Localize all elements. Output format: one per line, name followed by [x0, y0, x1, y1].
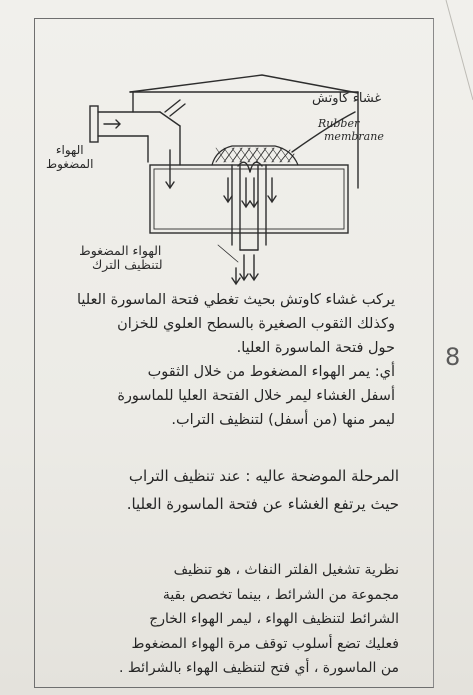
- paragraph-membrane-description: [77, 288, 395, 360]
- text-line: مجموعة من الشرائط ، بينما تخصص بقية: [162, 586, 399, 603]
- compressed-air-inlet-label: الهواء المضغوط: [46, 143, 94, 171]
- tank-body: [150, 165, 348, 233]
- text-line: الشرائط لتنظيف الهواء ، ليمر الهواء الخارج: [149, 611, 399, 627]
- text-line: من الماسورة ، أي فتح لتنظيف الهواء بالشرائط .: [118, 660, 399, 676]
- text-line: فعليك تضع أسلوب توقف مرة الهواء المضغوط: [131, 635, 399, 652]
- compressed-air-cleaning-label: الهواء المضغوط لتنظيف الترك: [79, 243, 163, 273]
- inlet-flange: [90, 106, 98, 142]
- text-line: أسفل الغشاء ليمر خلال الفتحة العليا للماسورة: [117, 388, 395, 404]
- text-line: حول فتحة الماسورة العليا.: [236, 340, 395, 356]
- paragraph-jet-filter-theory: [119, 558, 399, 681]
- paragraph-air-flow: [117, 360, 395, 432]
- text-line: ليمر منها (من أسفل) لتنظيف التراب.: [171, 412, 395, 428]
- text-line: وكذلك الثقوب الصغيرة بالسطح العلوي للخزان: [117, 316, 395, 332]
- text-line: نظرية تشغيل الفلتر النفاث ، هو تنظيف: [173, 562, 399, 578]
- margin-page-number: 8: [445, 343, 461, 371]
- paragraph-stage-explanation: [127, 462, 399, 518]
- text-line: المرحلة الموضحة عاليه : عند تنظيف التراب: [128, 467, 399, 485]
- text-line: حيث يرتفع الغشاء عن فتحة الماسورة العليا.: [126, 495, 399, 513]
- rubber-membrane-label-en: Rubber membrane: [318, 117, 384, 143]
- text-line: أي: يمر الهواء المضغوط من خلال الثقوب: [147, 364, 395, 380]
- rubber-membrane-label-ar: غشاء كاوتش: [312, 91, 382, 106]
- text-line: يركب غشاء كاوتش بحيث تغطي فتحة الماسورة العليا: [76, 292, 395, 308]
